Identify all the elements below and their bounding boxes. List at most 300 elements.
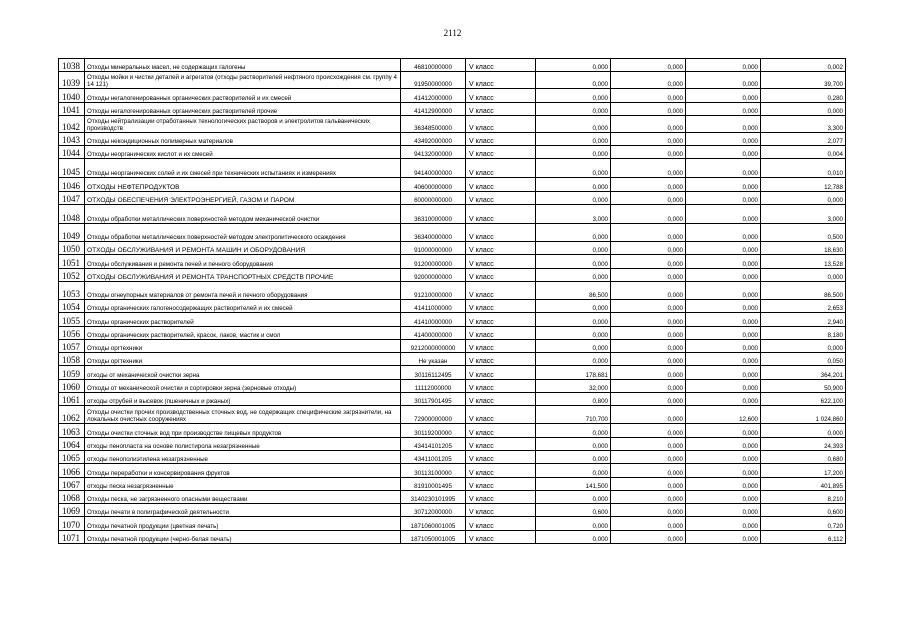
value-4: 2,077 bbox=[761, 132, 846, 145]
waste-code: 43414101205 bbox=[401, 437, 466, 450]
value-4: 3,000 bbox=[761, 205, 846, 224]
row-number: 1048 bbox=[59, 205, 85, 224]
waste-name: Отходы оргтехники bbox=[85, 339, 401, 352]
waste-name: ОТХОДЫ ОБЕСПЕЧЕНИЯ ЭЛЕКТРОЭНЕРГИЕЙ, ГАЗОМ И ПАРОМ bbox=[85, 191, 401, 204]
row-number: 1062 bbox=[59, 406, 85, 424]
row-number: 1064 bbox=[59, 437, 85, 450]
hazard-class: V класс bbox=[466, 353, 536, 366]
value-2: 0,000 bbox=[611, 115, 686, 132]
value-1: 0,000 bbox=[536, 530, 611, 543]
value-3: 0,000 bbox=[686, 255, 761, 268]
row-number: 1045 bbox=[59, 159, 85, 178]
value-1: 0,000 bbox=[536, 89, 611, 102]
waste-name: Отходы очистки прочих производственных сточных вод, не содержащих специфические загрязнители, на локальных очистных сооружениях bbox=[85, 406, 401, 424]
value-4: 0,000 bbox=[761, 339, 846, 352]
value-3: 0,000 bbox=[686, 159, 761, 178]
waste-name: Отходы печатной продукции (черно-белая печать) bbox=[85, 530, 401, 543]
hazard-class: V класс bbox=[466, 205, 536, 224]
table-row bbox=[59, 504, 846, 517]
value-3: 0,000 bbox=[686, 326, 761, 339]
value-4: 12,788 bbox=[761, 178, 846, 191]
value-3: 0,000 bbox=[686, 59, 761, 72]
table-row bbox=[59, 146, 846, 159]
row-number: 1038 bbox=[59, 59, 85, 72]
waste-table bbox=[58, 58, 846, 544]
value-2: 0,000 bbox=[611, 159, 686, 178]
value-3: 0,000 bbox=[686, 530, 761, 543]
waste-code: 1871050001005 bbox=[401, 530, 466, 543]
waste-name: ОТХОДЫ ОБСЛУЖИВАНИЯ И РЕМОНТА ТРАНСПОРТНЫХ СРЕДСТВ ПРОЧИЕ bbox=[85, 268, 401, 281]
table-row bbox=[59, 517, 846, 530]
value-2: 0,000 bbox=[611, 178, 686, 191]
waste-code: 36348500000 bbox=[401, 115, 466, 132]
hazard-class: V класс bbox=[466, 268, 536, 281]
value-1: 710,700 bbox=[536, 406, 611, 424]
value-2: 0,000 bbox=[611, 146, 686, 159]
value-3: 0,000 bbox=[686, 504, 761, 517]
value-3: 12,600 bbox=[686, 406, 761, 424]
waste-code: 92000000000 bbox=[401, 268, 466, 281]
hazard-class: V класс bbox=[466, 393, 536, 406]
hazard-class: V класс bbox=[466, 102, 536, 115]
value-2: 0,000 bbox=[611, 353, 686, 366]
waste-code: 40600000000 bbox=[401, 178, 466, 191]
waste-code: 94132000000 bbox=[401, 146, 466, 159]
value-3: 0,000 bbox=[686, 490, 761, 503]
table-row bbox=[59, 132, 846, 145]
waste-name: Отходы негалогенированных органических растворителей и их смесей bbox=[85, 89, 401, 102]
waste-code: 30116112495 bbox=[401, 366, 466, 379]
waste-code: 41411000000 bbox=[401, 299, 466, 312]
value-4: 0,000 bbox=[761, 268, 846, 281]
value-1: 0,000 bbox=[536, 339, 611, 352]
hazard-class: V класс bbox=[466, 530, 536, 543]
table-row bbox=[59, 450, 846, 463]
row-number: 1055 bbox=[59, 313, 85, 326]
value-3: 0,000 bbox=[686, 205, 761, 224]
value-1: 0,000 bbox=[536, 450, 611, 463]
waste-code: 91210000000 bbox=[401, 281, 466, 299]
row-number: 1044 bbox=[59, 146, 85, 159]
row-number: 1051 bbox=[59, 255, 85, 268]
row-number: 1052 bbox=[59, 268, 85, 281]
value-4: 3,300 bbox=[761, 115, 846, 132]
value-2: 0,000 bbox=[611, 464, 686, 477]
value-1: 0,000 bbox=[536, 268, 611, 281]
value-3: 0,000 bbox=[686, 72, 761, 89]
value-3: 0,000 bbox=[686, 437, 761, 450]
value-1: 0,000 bbox=[536, 424, 611, 437]
value-2: 0,000 bbox=[611, 424, 686, 437]
waste-name: ОТХОДЫ НЕФТЕПРОДУКТОВ bbox=[85, 178, 401, 191]
value-2: 0,000 bbox=[611, 379, 686, 392]
value-2: 0,000 bbox=[611, 366, 686, 379]
waste-code: 30113100000 bbox=[401, 464, 466, 477]
value-1: 0,000 bbox=[536, 464, 611, 477]
value-1: 0,000 bbox=[536, 326, 611, 339]
row-number: 1040 bbox=[59, 89, 85, 102]
hazard-class: V класс bbox=[466, 424, 536, 437]
value-2: 0,000 bbox=[611, 393, 686, 406]
value-4: 0,000 bbox=[761, 424, 846, 437]
waste-code: 72900000000 bbox=[401, 406, 466, 424]
waste-code: 43492000000 bbox=[401, 132, 466, 145]
waste-code: 36340000000 bbox=[401, 224, 466, 242]
table-row bbox=[59, 299, 846, 312]
waste-name: Отходы переработки и консервирования фруктов bbox=[85, 464, 401, 477]
hazard-class: V класс bbox=[466, 313, 536, 326]
hazard-class: V класс bbox=[466, 379, 536, 392]
value-4: 0,000 bbox=[761, 191, 846, 204]
table-row bbox=[59, 268, 846, 281]
hazard-class: V класс bbox=[466, 224, 536, 242]
waste-name: Отходы неорганических кислот и их смесей bbox=[85, 146, 401, 159]
hazard-class: V класс bbox=[466, 255, 536, 268]
table-row bbox=[59, 178, 846, 191]
table-row bbox=[59, 406, 846, 424]
waste-code: 81910001495 bbox=[401, 477, 466, 490]
value-1: 0,800 bbox=[536, 393, 611, 406]
waste-code: Не указан bbox=[401, 353, 466, 366]
table-row bbox=[59, 437, 846, 450]
hazard-class: V класс bbox=[466, 477, 536, 490]
table-row bbox=[59, 530, 846, 543]
value-1: 0,000 bbox=[536, 146, 611, 159]
row-number: 1060 bbox=[59, 379, 85, 392]
waste-name: Отходы обслуживания и ремонта печей и печного оборудования bbox=[85, 255, 401, 268]
table-row bbox=[59, 72, 846, 89]
hazard-class: V класс bbox=[466, 146, 536, 159]
table-row bbox=[59, 89, 846, 102]
waste-code: 41400000000 bbox=[401, 326, 466, 339]
page-number: 2112 bbox=[443, 28, 462, 38]
waste-name: Отходы органических растворителей, красок, лаков, мастик и смол bbox=[85, 326, 401, 339]
table-row bbox=[59, 59, 846, 72]
value-2: 0,000 bbox=[611, 59, 686, 72]
row-number: 1043 bbox=[59, 132, 85, 145]
waste-code: 46810000000 bbox=[401, 59, 466, 72]
value-2: 0,000 bbox=[611, 504, 686, 517]
value-4: 6,112 bbox=[761, 530, 846, 543]
value-2: 0,000 bbox=[611, 281, 686, 299]
waste-name: Отходы обработки металлических поверхностей методом электролитического осаждения bbox=[85, 224, 401, 242]
value-4: 0,500 bbox=[761, 224, 846, 242]
value-1: 0,000 bbox=[536, 313, 611, 326]
hazard-class: V класс bbox=[466, 406, 536, 424]
waste-code: 91200000000 bbox=[401, 255, 466, 268]
waste-code: 41412900000 bbox=[401, 102, 466, 115]
value-2: 0,000 bbox=[611, 406, 686, 424]
value-4: 2,653 bbox=[761, 299, 846, 312]
value-1: 0,000 bbox=[536, 224, 611, 242]
value-4: 0,600 bbox=[761, 504, 846, 517]
waste-code: 36310000000 bbox=[401, 205, 466, 224]
table-row bbox=[59, 313, 846, 326]
hazard-class: V класс bbox=[466, 242, 536, 255]
value-2: 0,000 bbox=[611, 450, 686, 463]
value-4: 17,200 bbox=[761, 464, 846, 477]
hazard-class: V класс bbox=[466, 89, 536, 102]
table-row bbox=[59, 255, 846, 268]
waste-name: Отходы мойки и чистки деталей и агрегатов (отходы растворителей нефтяного происхождения см. группу 4 14 121) bbox=[85, 72, 401, 89]
waste-name: Отходы от механической очистки и сортировки зерна (зерновые отходы) bbox=[85, 379, 401, 392]
table-row bbox=[59, 464, 846, 477]
row-number: 1066 bbox=[59, 464, 85, 477]
table-row bbox=[59, 366, 846, 379]
value-2: 0,000 bbox=[611, 255, 686, 268]
waste-name: Отходы печатной продукции (цветная печать) bbox=[85, 517, 401, 530]
table-row bbox=[59, 224, 846, 242]
waste-name: Отходы нейтрализации отработанных технологических растворов и электролитов гальванических производств bbox=[85, 115, 401, 132]
value-1: 0,000 bbox=[536, 437, 611, 450]
value-4: 0,050 bbox=[761, 353, 846, 366]
value-1: 0,000 bbox=[536, 490, 611, 503]
value-3: 0,000 bbox=[686, 281, 761, 299]
hazard-class: V класс bbox=[466, 464, 536, 477]
value-4: 39,700 bbox=[761, 72, 846, 89]
value-1: 0,600 bbox=[536, 504, 611, 517]
value-3: 0,000 bbox=[686, 379, 761, 392]
waste-code: 30117901495 bbox=[401, 393, 466, 406]
waste-code: 30119200000 bbox=[401, 424, 466, 437]
value-3: 0,000 bbox=[686, 450, 761, 463]
row-number: 1053 bbox=[59, 281, 85, 299]
value-3: 0,000 bbox=[686, 224, 761, 242]
table-row bbox=[59, 393, 846, 406]
value-1: 0,000 bbox=[536, 132, 611, 145]
row-number: 1065 bbox=[59, 450, 85, 463]
waste-name: Отходы негалогенированных органических растворителей прочие bbox=[85, 102, 401, 115]
value-3: 0,000 bbox=[686, 268, 761, 281]
waste-name: Отходы печати в полиграфической деятельности bbox=[85, 504, 401, 517]
value-1: 0,000 bbox=[536, 191, 611, 204]
waste-name: отходы пенополиэтилена незагрязненные bbox=[85, 450, 401, 463]
hazard-class: V класс bbox=[466, 178, 536, 191]
table-row bbox=[59, 339, 846, 352]
value-1: 0,000 bbox=[536, 299, 611, 312]
value-1: 3,000 bbox=[536, 205, 611, 224]
hazard-class: V класс bbox=[466, 339, 536, 352]
value-4: 622,100 bbox=[761, 393, 846, 406]
row-number: 1039 bbox=[59, 72, 85, 89]
table-row bbox=[59, 477, 846, 490]
waste-code: 9212000000000 bbox=[401, 339, 466, 352]
value-2: 0,000 bbox=[611, 339, 686, 352]
hazard-class: V класс bbox=[466, 517, 536, 530]
value-3: 0,000 bbox=[686, 146, 761, 159]
hazard-class: V класс bbox=[466, 115, 536, 132]
hazard-class: V класс bbox=[466, 366, 536, 379]
value-2: 0,000 bbox=[611, 242, 686, 255]
value-2: 0,000 bbox=[611, 299, 686, 312]
value-4: 50,900 bbox=[761, 379, 846, 392]
waste-code: 30712000000 bbox=[401, 504, 466, 517]
value-4: 24,393 bbox=[761, 437, 846, 450]
waste-name: отходы от механической очистки зерна bbox=[85, 366, 401, 379]
value-3: 0,000 bbox=[686, 393, 761, 406]
table-row bbox=[59, 242, 846, 255]
value-4: 0,002 bbox=[761, 59, 846, 72]
waste-name: Отходы оргтехники bbox=[85, 353, 401, 366]
value-1: 32,000 bbox=[536, 379, 611, 392]
value-4: 0,010 bbox=[761, 159, 846, 178]
value-2: 0,000 bbox=[611, 132, 686, 145]
row-number: 1041 bbox=[59, 102, 85, 115]
waste-code: 94140000000 bbox=[401, 159, 466, 178]
waste-name: Отходы неорганических солей и их смесей при технических испытаниях и измерениях bbox=[85, 159, 401, 178]
row-number: 1063 bbox=[59, 424, 85, 437]
waste-code: 43411001205 bbox=[401, 450, 466, 463]
waste-name: Отходы песка, не загрязненного опасными веществами bbox=[85, 490, 401, 503]
row-number: 1046 bbox=[59, 178, 85, 191]
row-number: 1069 bbox=[59, 504, 85, 517]
row-number: 1068 bbox=[59, 490, 85, 503]
waste-code: 91950000000 bbox=[401, 72, 466, 89]
value-2: 0,000 bbox=[611, 517, 686, 530]
value-1: 141,500 bbox=[536, 477, 611, 490]
value-4: 1 024,860 bbox=[761, 406, 846, 424]
value-1: 86,500 bbox=[536, 281, 611, 299]
row-number: 1056 bbox=[59, 326, 85, 339]
value-2: 0,000 bbox=[611, 268, 686, 281]
table-row bbox=[59, 191, 846, 204]
value-1: 0,000 bbox=[536, 242, 611, 255]
value-4: 364,201 bbox=[761, 366, 846, 379]
hazard-class: V класс bbox=[466, 490, 536, 503]
waste-name: ОТХОДЫ ОБСЛУЖИВАНИЯ И РЕМОНТА МАШИН И ОБОРУДОВАНИЯ bbox=[85, 242, 401, 255]
value-3: 0,000 bbox=[686, 178, 761, 191]
value-4: 0,000 bbox=[761, 102, 846, 115]
waste-name: отходы пенопласта на основе полистирола незагрязненные bbox=[85, 437, 401, 450]
value-3: 0,000 bbox=[686, 299, 761, 312]
value-2: 0,000 bbox=[611, 224, 686, 242]
row-number: 1047 bbox=[59, 191, 85, 204]
value-3: 0,000 bbox=[686, 366, 761, 379]
value-4: 401,895 bbox=[761, 477, 846, 490]
hazard-class: V класс bbox=[466, 72, 536, 89]
row-number: 1059 bbox=[59, 366, 85, 379]
row-number: 1061 bbox=[59, 393, 85, 406]
value-3: 0,000 bbox=[686, 464, 761, 477]
value-4: 8,180 bbox=[761, 326, 846, 339]
table-row bbox=[59, 353, 846, 366]
waste-name: Отходы минеральных масел, не содержащих галогены bbox=[85, 59, 401, 72]
waste-name: отходы отрубей и высевок (пшеничных и ржаных) bbox=[85, 393, 401, 406]
value-1: 0,000 bbox=[536, 72, 611, 89]
table-row bbox=[59, 490, 846, 503]
value-4: 18,630 bbox=[761, 242, 846, 255]
value-4: 0,280 bbox=[761, 89, 846, 102]
waste-code: 41412000000 bbox=[401, 89, 466, 102]
waste-name: Отходы очистки сточных вод при производстве пищевых продуктов bbox=[85, 424, 401, 437]
waste-name: отходы песка незагрязненные bbox=[85, 477, 401, 490]
value-4: 0,720 bbox=[761, 517, 846, 530]
row-number: 1057 bbox=[59, 339, 85, 352]
value-2: 0,000 bbox=[611, 437, 686, 450]
waste-code: 11112000000 bbox=[401, 379, 466, 392]
row-number: 1049 bbox=[59, 224, 85, 242]
waste-code: 3140230101995 bbox=[401, 490, 466, 503]
value-3: 0,000 bbox=[686, 517, 761, 530]
value-3: 0,000 bbox=[686, 424, 761, 437]
value-4: 13,528 bbox=[761, 255, 846, 268]
value-2: 0,000 bbox=[611, 313, 686, 326]
row-number: 1067 bbox=[59, 477, 85, 490]
value-4: 86,500 bbox=[761, 281, 846, 299]
value-3: 0,000 bbox=[686, 313, 761, 326]
value-1: 0,000 bbox=[536, 115, 611, 132]
row-number: 1058 bbox=[59, 353, 85, 366]
table-row bbox=[59, 205, 846, 224]
hazard-class: V класс bbox=[466, 299, 536, 312]
value-1: 0,000 bbox=[536, 353, 611, 366]
value-3: 0,000 bbox=[686, 191, 761, 204]
waste-code: 1871060001005 bbox=[401, 517, 466, 530]
hazard-class: V класс bbox=[466, 191, 536, 204]
table-row bbox=[59, 424, 846, 437]
value-1: 0,000 bbox=[536, 59, 611, 72]
row-number: 1050 bbox=[59, 242, 85, 255]
table-row bbox=[59, 159, 846, 178]
value-1: 0,000 bbox=[536, 102, 611, 115]
waste-name: Отходы органических галогеносодержащих растворителей и их смесей bbox=[85, 299, 401, 312]
value-3: 0,000 bbox=[686, 115, 761, 132]
value-3: 0,000 bbox=[686, 339, 761, 352]
row-number: 1070 bbox=[59, 517, 85, 530]
value-3: 0,000 bbox=[686, 132, 761, 145]
value-4: 0,680 bbox=[761, 450, 846, 463]
value-2: 0,000 bbox=[611, 191, 686, 204]
waste-name: Отходы органических растворителей bbox=[85, 313, 401, 326]
value-4: 8,210 bbox=[761, 490, 846, 503]
value-3: 0,000 bbox=[686, 477, 761, 490]
value-1: 0,000 bbox=[536, 159, 611, 178]
waste-name: Отходы огнеупорных материалов от ремонта печей и печного оборудования bbox=[85, 281, 401, 299]
hazard-class: V класс bbox=[466, 59, 536, 72]
table-row bbox=[59, 281, 846, 299]
table-row bbox=[59, 326, 846, 339]
table-row bbox=[59, 115, 846, 132]
hazard-class: V класс bbox=[466, 159, 536, 178]
value-1: 0,000 bbox=[536, 255, 611, 268]
hazard-class: V класс bbox=[466, 132, 536, 145]
waste-code: 91000000000 bbox=[401, 242, 466, 255]
hazard-class: V класс bbox=[466, 326, 536, 339]
value-3: 0,000 bbox=[686, 353, 761, 366]
waste-name: Отходы некондиционных полимерных материалов bbox=[85, 132, 401, 145]
hazard-class: V класс bbox=[466, 450, 536, 463]
value-1: 0,000 bbox=[536, 517, 611, 530]
value-2: 0,000 bbox=[611, 205, 686, 224]
hazard-class: V класс bbox=[466, 437, 536, 450]
hazard-class: V класс bbox=[466, 504, 536, 517]
waste-code: 41410000000 bbox=[401, 313, 466, 326]
value-2: 0,000 bbox=[611, 326, 686, 339]
value-4: 0,004 bbox=[761, 146, 846, 159]
value-3: 0,000 bbox=[686, 242, 761, 255]
value-2: 0,000 bbox=[611, 89, 686, 102]
row-number: 1054 bbox=[59, 299, 85, 312]
value-3: 0,000 bbox=[686, 89, 761, 102]
value-1: 0,000 bbox=[536, 178, 611, 191]
waste-table-body bbox=[59, 59, 846, 544]
row-number: 1042 bbox=[59, 115, 85, 132]
value-2: 0,000 bbox=[611, 477, 686, 490]
table-row bbox=[59, 102, 846, 115]
value-2: 0,000 bbox=[611, 102, 686, 115]
value-2: 0,000 bbox=[611, 490, 686, 503]
row-number: 1071 bbox=[59, 530, 85, 543]
